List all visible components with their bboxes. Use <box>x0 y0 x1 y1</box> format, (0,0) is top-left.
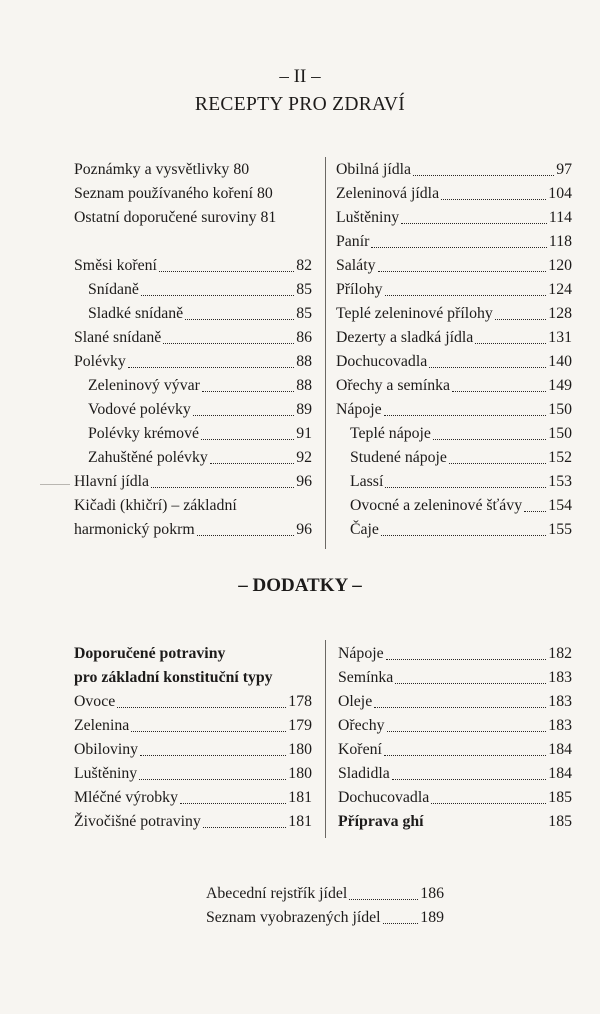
toc-entry[interactable]: Luštěniny 114 <box>336 209 572 226</box>
toc-entry-line2[interactable]: harmonický pokrm 96 <box>74 521 312 538</box>
section-title-appendix: – DODATKY – <box>238 575 362 596</box>
toc-subentry[interactable]: Zahuštěné polévky 92 <box>88 449 312 466</box>
toc-entry[interactable]: Živočišné potraviny 181 <box>74 813 312 830</box>
toc-entry[interactable]: Obilná jídla 97 <box>336 161 572 178</box>
toc-entry-line1[interactable]: Kičadi (khičrí) – základní <box>74 497 237 514</box>
toc-entry[interactable]: Přílohy 124 <box>336 281 572 298</box>
toc-entry[interactable]: Ořechy 183 <box>338 717 572 734</box>
toc-entry[interactable]: Abecední rejstřík jídel 186 <box>206 885 444 902</box>
toc-subentry[interactable]: Sladké snídaně 85 <box>88 305 312 322</box>
toc-subentry[interactable]: Snídaně 85 <box>88 281 312 298</box>
toc-entry[interactable]: Hlavní jídla 96 <box>74 473 312 490</box>
toc-entry[interactable]: Obiloviny 180 <box>74 741 312 758</box>
column-divider <box>325 157 326 549</box>
toc-subentry[interactable]: Lassí 153 <box>350 473 572 490</box>
margin-mark <box>40 484 70 485</box>
toc-entry[interactable]: Sladidla 184 <box>338 765 572 782</box>
toc-entry[interactable]: Saláty 120 <box>336 257 572 274</box>
appendix-heading-line1: Doporučené potraviny <box>74 645 226 662</box>
toc-entry[interactable]: Seznam vyobrazených jídel 189 <box>206 909 444 926</box>
toc-entry[interactable]: Dochucovadla 185 <box>338 789 572 806</box>
toc-entry[interactable]: Nápoje 182 <box>338 645 572 662</box>
toc-entry[interactable]: Ostatní doporučené suroviny 81 <box>74 209 277 226</box>
toc-entry[interactable]: Zelenina 179 <box>74 717 312 734</box>
toc-entry[interactable]: Ovoce 178 <box>74 693 312 710</box>
toc-entry[interactable]: Oleje 183 <box>338 693 572 710</box>
toc-entry[interactable]: Seznam používaného koření 80 <box>74 185 273 202</box>
toc-entry[interactable]: Poznámky a vysvětlivky 80 <box>74 161 250 178</box>
toc-subentry[interactable]: Čaje 155 <box>350 521 572 538</box>
toc-entry[interactable]: Příprava ghí 185 <box>338 813 572 830</box>
toc-entry[interactable]: Zeleninová jídla 104 <box>336 185 572 202</box>
toc-entry[interactable]: Semínka 183 <box>338 669 572 686</box>
section-number: – II – <box>279 66 321 87</box>
toc-entry[interactable]: Slané snídaně 86 <box>74 329 312 346</box>
toc-entry[interactable]: Mléčné výrobky 181 <box>74 789 312 806</box>
toc-entry[interactable]: Směsi koření 82 <box>74 257 312 274</box>
toc-entry[interactable]: Koření 184 <box>338 741 572 758</box>
section-title: RECEPTY PRO ZDRAVÍ <box>194 94 406 115</box>
toc-entry[interactable]: Teplé zeleninové přílohy 128 <box>336 305 572 322</box>
toc-entry[interactable]: Luštěniny 180 <box>74 765 312 782</box>
toc-entry[interactable]: Polévky 88 <box>74 353 312 370</box>
toc-subentry[interactable]: Polévky krémové 91 <box>88 425 312 442</box>
toc-subentry[interactable]: Studené nápoje 152 <box>350 449 572 466</box>
column-divider-appendix <box>325 640 326 838</box>
toc-entry[interactable]: Dochucovadla 140 <box>336 353 572 370</box>
toc-entry[interactable]: Panír 118 <box>336 233 572 250</box>
toc-entry[interactable]: Dezerty a sladká jídla 131 <box>336 329 572 346</box>
toc-entry[interactable]: Ořechy a semínka 149 <box>336 377 572 394</box>
toc-entry[interactable]: Nápoje 150 <box>336 401 572 418</box>
toc-subentry[interactable]: Vodové polévky 89 <box>88 401 312 418</box>
toc-subentry[interactable]: Teplé nápoje 150 <box>350 425 572 442</box>
toc-subentry[interactable]: Ovocné a zeleninové šťávy 154 <box>350 497 572 514</box>
toc-subentry[interactable]: Zeleninový vývar 88 <box>88 377 312 394</box>
appendix-heading-line2: pro základní konstituční typy <box>74 669 273 686</box>
